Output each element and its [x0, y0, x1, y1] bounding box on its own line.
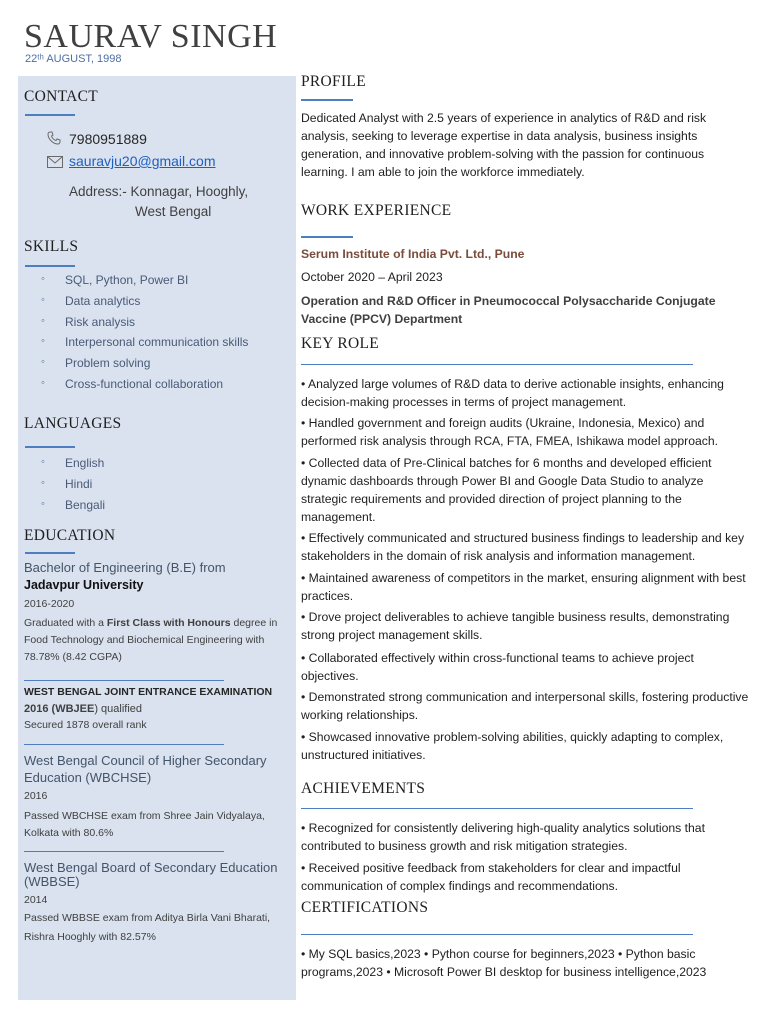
language-item: ◦ English [65, 456, 104, 470]
company-name: Serum Institute of India Pvt. Ltd., Pune [301, 247, 525, 261]
key-role-underline [301, 364, 693, 365]
job-role: Operation and R&D Officer in Pneumococcal Polysaccharide Conjugate Vaccine (PPCV) Department [301, 294, 716, 326]
wbchse-year: 2016 [24, 790, 48, 802]
profile-underline [301, 99, 353, 101]
wbbse-title: West Bengal Board of Secondary Education (WBBSE) [24, 860, 278, 889]
wbjee-title: WEST BENGAL JOINT ENTRANCE EXAMINATION [24, 686, 273, 698]
phone-number: 7980951889 [69, 131, 147, 147]
key-role-item: • Drove project deliverables to achieve tangible business results, demonstrating strong project management skills. [301, 610, 730, 642]
key-role-item: • Collaborated effectively within cross-functional teams to achieve project objectives. [301, 651, 694, 683]
achievements-underline [301, 808, 693, 809]
work-dates: October 2020 – April 2023 [301, 270, 443, 284]
education-underline [25, 552, 75, 554]
address-line-2: West Bengal [135, 204, 212, 219]
university-name: Jadavpur University [24, 578, 144, 592]
achievements-heading: ACHIEVEMENTS [301, 780, 426, 797]
certifications-heading: CERTIFICATIONS [301, 899, 429, 916]
degree-title: Bachelor of Engineering (B.E) from [24, 560, 226, 575]
skills-heading: SKILLS [24, 238, 79, 255]
education-heading: EDUCATION [24, 527, 116, 544]
profile-heading: PROFILE [301, 73, 366, 90]
address-line-1: Address:- Konnagar, Hooghly, [69, 184, 249, 199]
languages-underline [25, 446, 75, 448]
skill-item: ◦ Problem solving [65, 356, 150, 370]
wbbse-year: 2014 [24, 894, 48, 906]
language-item: ◦ Hindi [65, 477, 92, 491]
candidate-name: SAURAV SINGH [24, 18, 278, 55]
skill-item: ◦ Data analytics [65, 294, 140, 308]
key-role-item: • Collected data of Pre-Clinical batches for 6 months and developed efficient dynamic dashboards through Power BI and Google Data Studio to analyze strategic requirements and provided direction of project planning to the management. [301, 456, 712, 524]
email-icon [47, 155, 63, 167]
wbjee-rank: Secured 1878 overall rank [24, 719, 147, 731]
key-role-heading: KEY ROLE [301, 335, 380, 352]
education-divider [24, 851, 224, 852]
education-divider [24, 680, 224, 681]
work-underline [301, 236, 353, 238]
date-of-birth: 22ᵗʰ AUGUST, 1998 [25, 53, 122, 65]
contact-underline [25, 114, 75, 116]
achievement-item: • Received positive feedback from stakeholders for clear and impactful communication of complex findings and recommendations. [301, 861, 681, 893]
phone-icon [47, 131, 61, 145]
key-role-item: • Effectively communicated and structured business findings to leadership and key stakeholders in the domain of risk analysis and information management. [301, 531, 745, 563]
languages-heading: LANGUAGES [24, 415, 122, 432]
work-heading: WORK EXPERIENCE [301, 202, 452, 219]
wbbse-description: Passed WBBSE exam from Aditya Birla Vani Bharati, Rishra Hooghly with 82.57% [24, 912, 271, 943]
certifications-text: • My SQL basics,2023 • Python course for beginners,2023 • Python basic programs,2023 • Microsoft Power BI desktop for business intelligence,2023 [301, 947, 707, 979]
email-link[interactable]: sauravju20@gmail.com [69, 153, 216, 169]
certifications-underline [301, 934, 693, 935]
wbchse-description: Passed WBCHSE exam from Shree Jain Vidyalaya, Kolkata with 80.6% [24, 810, 265, 839]
key-role-item: • Handled government and foreign audits (Ukraine, Indonesia, Mexico) and performed risk analysis through RCA, FTA, FMEA, Ishikawa model approach. [301, 416, 719, 448]
language-item: ◦ Bengali [65, 498, 105, 512]
achievement-item: • Recognized for consistently delivering high-quality analytics solutions that contributed to business growth and risk mitigation strategies. [301, 821, 705, 853]
key-role-item: • Demonstrated strong communication and interpersonal skills, fostering productive working relationships. [301, 690, 749, 722]
skill-item: ◦ Interpersonal communication skills [65, 335, 248, 349]
wbchse-title: West Bengal Council of Higher Secondary Education (WBCHSE) [24, 753, 267, 785]
degree-years: 2016-2020 [24, 598, 75, 610]
skill-item: ◦ Cross-functional collaboration [65, 377, 223, 391]
key-role-item: • Analyzed large volumes of R&D data to derive actionable insights, enhancing decision-making processes in terms of project management. [301, 377, 724, 409]
skill-item: ◦ SQL, Python, Power BI [65, 273, 188, 287]
degree-description: Graduated with a First Class with Honours degree in Food Technology and Biochemical Engineering with 78.78% (8.42 CGPA) [24, 617, 278, 663]
profile-text: Dedicated Analyst with 2.5 years of experience in analytics of R&D and risk analysis, seeking to leverage expertise in data analysis, business insights generation, and innovative problem-solving with the passion for continuous learning. I am able to join the workforce immediately. [301, 111, 707, 179]
wbjee-year: 2016 (WBJEE) qualified [24, 703, 143, 715]
education-divider [24, 744, 224, 745]
skills-underline [25, 265, 75, 267]
key-role-item: • Maintained awareness of competitors in the market, ensuring alignment with best practices. [301, 571, 746, 603]
key-role-item: • Showcased innovative problem-solving abilities, quickly adapting to complex, unstructured initiatives. [301, 730, 724, 762]
skill-item: ◦ Risk analysis [65, 315, 135, 329]
contact-heading: CONTACT [24, 88, 99, 105]
